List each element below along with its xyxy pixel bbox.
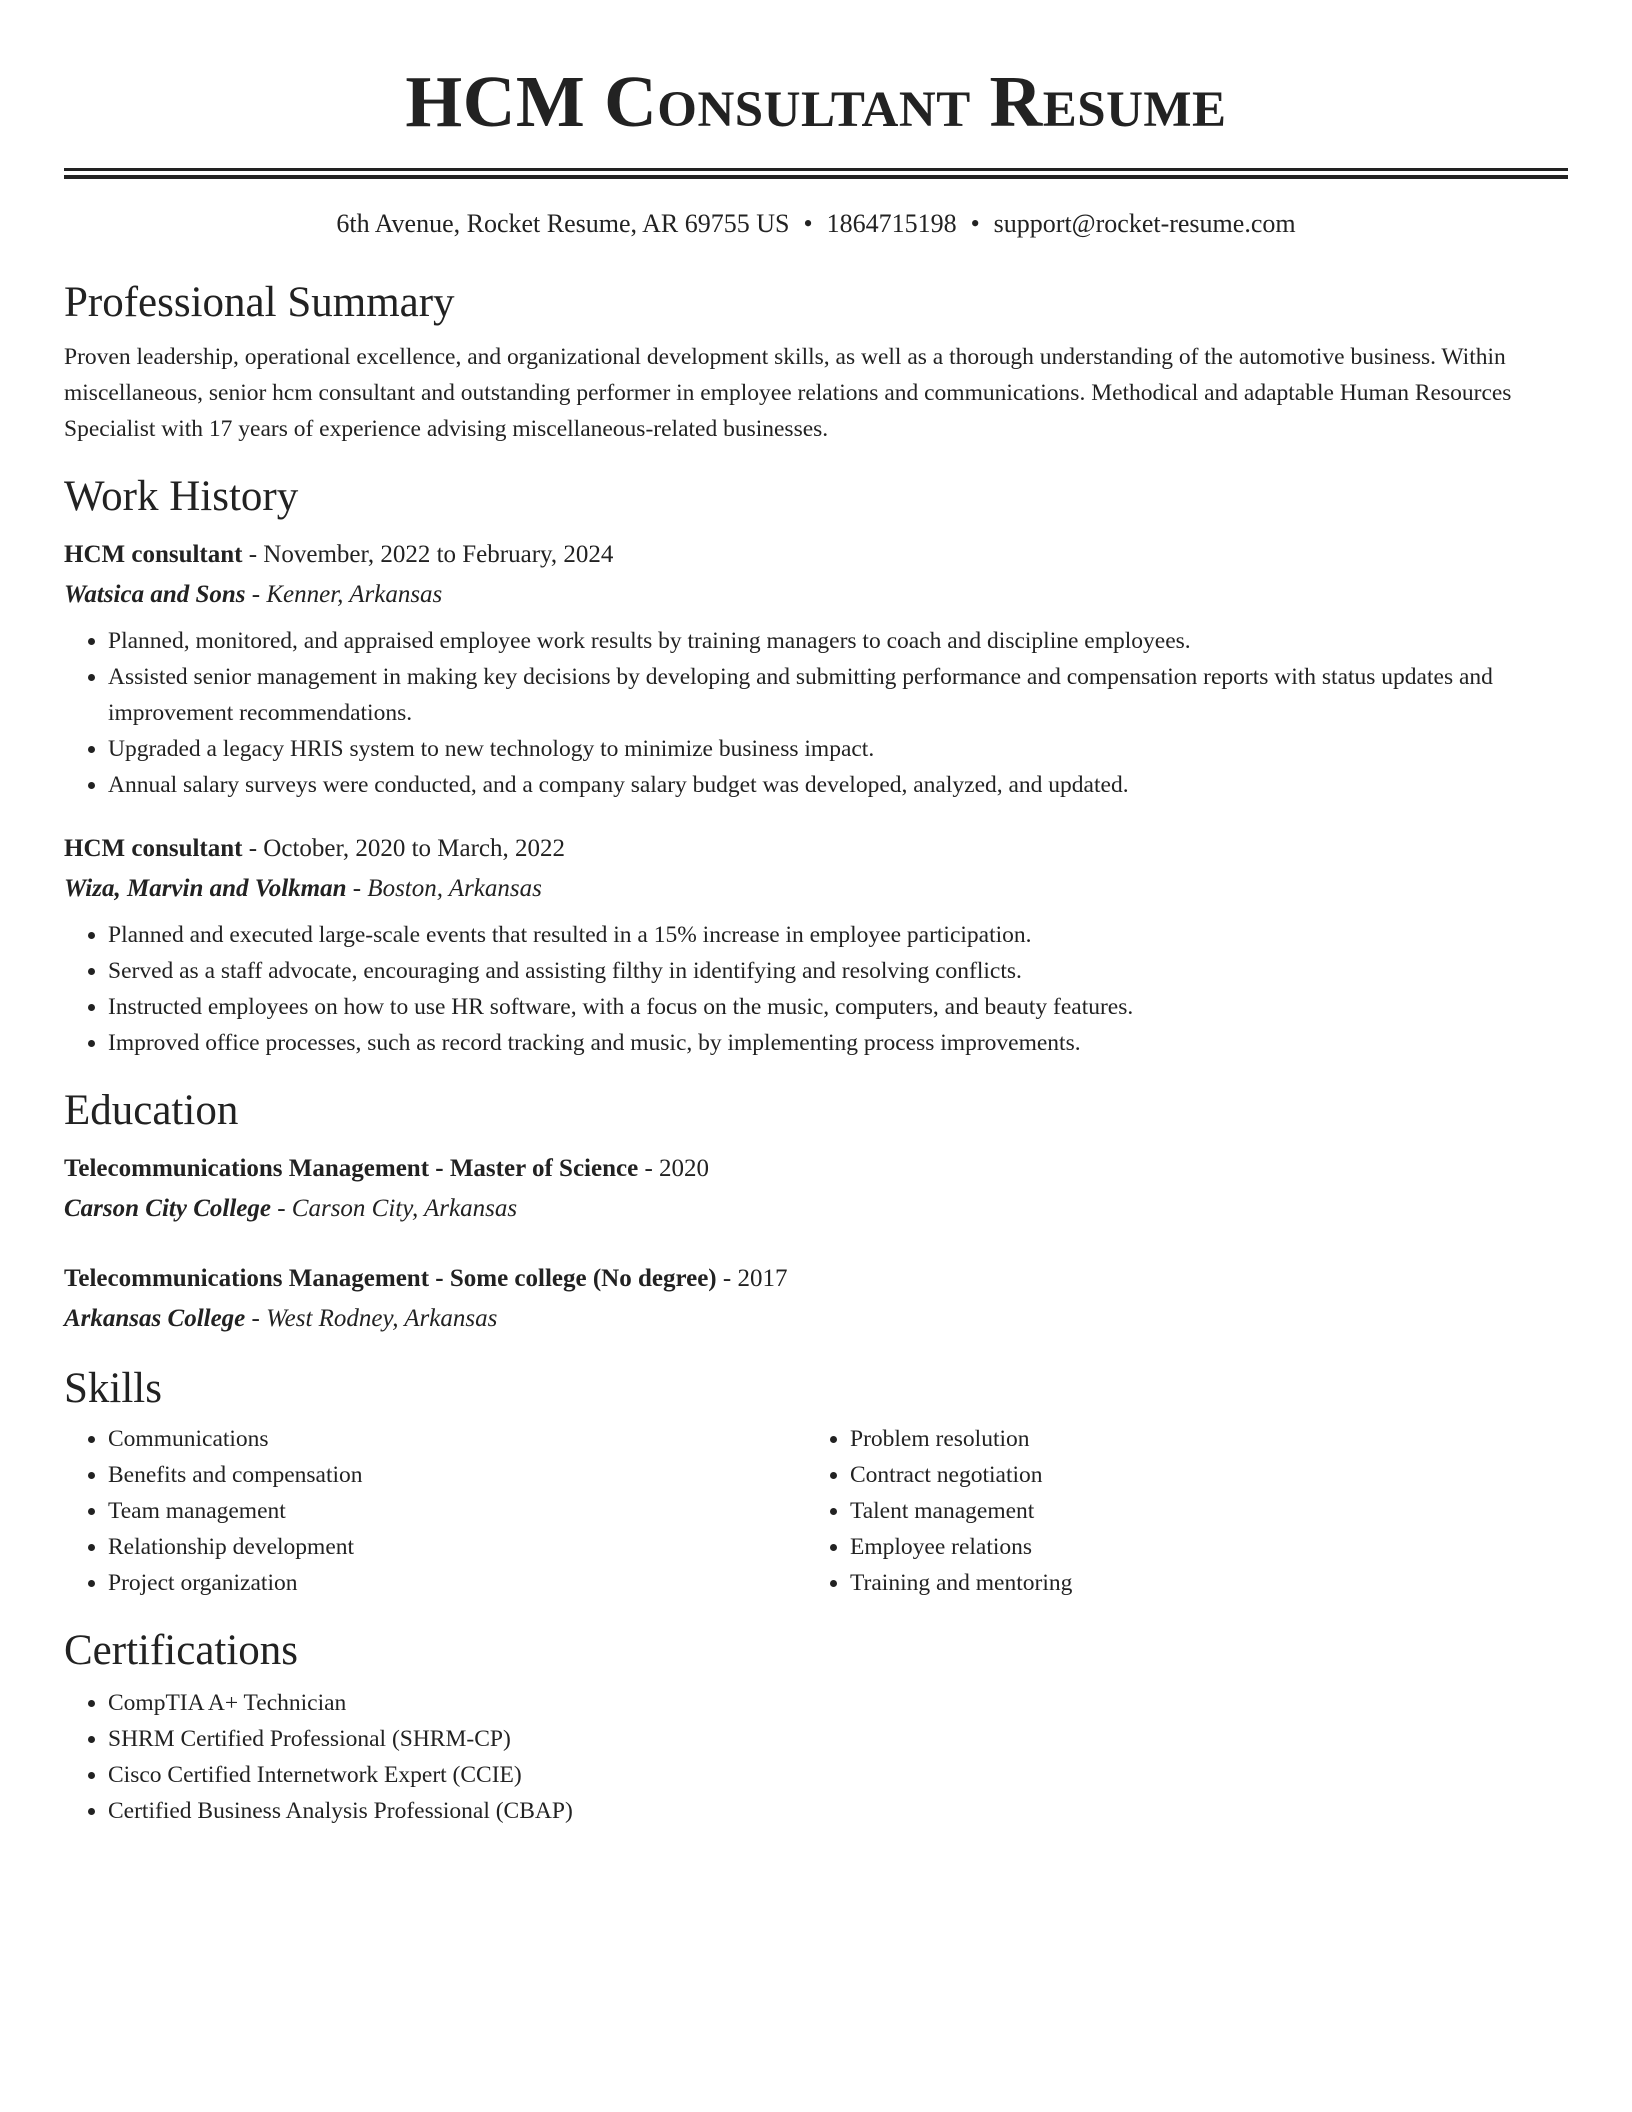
job-bullets bbox=[64, 623, 1568, 803]
job-company-line bbox=[64, 575, 1568, 615]
job-role: HCM consultant bbox=[64, 835, 243, 862]
job-location: - Kenner, Arkansas bbox=[245, 581, 443, 608]
education-school-line bbox=[64, 1189, 1568, 1229]
contact-line bbox=[64, 207, 1568, 241]
job-entry bbox=[64, 829, 1568, 1061]
summary-text: Proven leadership, operational excellence, and organizational development skills, as well as a thorough understanding of the automotive business. Within miscellaneous, senior hcm consultant and outstanding performer in employee relations and communications. Methodical and adaptable Human Resources Specialist with 17 years of experience advising miscellaneous-related businesses. bbox=[64, 344, 1512, 442]
education-school-line bbox=[64, 1299, 1568, 1339]
title-double-rule bbox=[64, 168, 1568, 179]
skill-item: • Talent management bbox=[850, 1493, 1548, 1529]
skills-columns bbox=[64, 1421, 1568, 1601]
education-entry bbox=[64, 1259, 1568, 1339]
job-dates: - November, 2022 to February, 2024 bbox=[242, 541, 614, 568]
education-location: - West Rodney, Arkansas bbox=[245, 1305, 498, 1332]
certification-item: • Certified Business Analysis Professional (CBAP) bbox=[108, 1793, 1568, 1829]
skills-section bbox=[64, 1363, 1568, 1601]
job-company-line bbox=[64, 869, 1568, 909]
skills-list-left bbox=[64, 1421, 806, 1601]
job-bullet: • Served as a staff advocate, encouraging and assisting filthy in identifying and resolving conflicts. bbox=[108, 953, 1568, 989]
education-degree: Telecommunications Management - Master of Science bbox=[64, 1155, 639, 1182]
summary-section bbox=[64, 277, 1568, 447]
job-bullet: • Instructed employees on how to use HR software, with a focus on the music, computers, and beauty features. bbox=[108, 989, 1568, 1025]
job-bullet: • Assisted senior management in making key decisions by developing and submitting performance and compensation reports with status updates and improvement recommendations. bbox=[108, 659, 1568, 731]
job-location: - Boston, Arkansas bbox=[346, 875, 542, 902]
contact-phone: 1864715198 bbox=[826, 209, 957, 238]
contact-separator: • bbox=[803, 209, 813, 238]
certification-item: • CompTIA A+ Technician bbox=[108, 1685, 1568, 1721]
skill-item: • Team management bbox=[108, 1493, 806, 1529]
summary-heading: Professional Summary bbox=[64, 279, 455, 326]
job-title-line bbox=[64, 829, 1568, 869]
education-degree-line bbox=[64, 1259, 1568, 1299]
education-school: Arkansas College bbox=[64, 1305, 246, 1332]
work-history-heading: Work History bbox=[64, 473, 299, 520]
job-company: Wiza, Marvin and Volkman bbox=[64, 875, 347, 902]
education-entry bbox=[64, 1149, 1568, 1229]
education-year: - 2020 bbox=[638, 1155, 710, 1182]
skill-item: • Communications bbox=[108, 1421, 806, 1457]
skill-item: • Problem resolution bbox=[850, 1421, 1548, 1457]
job-bullet: • Planned, monitored, and appraised employee work results by training managers to coach and discipline employees. bbox=[108, 623, 1568, 659]
job-role: HCM consultant bbox=[64, 541, 243, 568]
education-section bbox=[64, 1085, 1568, 1339]
certifications-section bbox=[64, 1625, 1568, 1829]
skill-item: • Contract negotiation bbox=[850, 1457, 1548, 1493]
skills-heading: Skills bbox=[64, 1365, 162, 1412]
education-school: Carson City College bbox=[64, 1195, 271, 1222]
skill-item: • Relationship development bbox=[108, 1529, 806, 1565]
resume-title: HCM Consultant Resume bbox=[405, 61, 1227, 142]
contact-address: 6th Avenue, Rocket Resume, AR 69755 US bbox=[336, 209, 790, 238]
education-year: - 2017 bbox=[716, 1265, 788, 1292]
certification-item: • SHRM Certified Professional (SHRM-CP) bbox=[108, 1721, 1568, 1757]
certifications-heading: Certifications bbox=[64, 1627, 299, 1674]
education-location: - Carson City, Arkansas bbox=[270, 1195, 518, 1222]
contact-separator: • bbox=[970, 209, 980, 238]
work-history-section bbox=[64, 471, 1568, 1061]
skill-item: • Benefits and compensation bbox=[108, 1457, 806, 1493]
contact-email: support@rocket-resume.com bbox=[993, 209, 1296, 238]
education-degree-line bbox=[64, 1149, 1568, 1189]
job-bullet: • Annual salary surveys were conducted, and a company salary budget was developed, analyzed, and updated. bbox=[108, 767, 1568, 803]
skills-list-right bbox=[806, 1421, 1548, 1601]
job-dates: - October, 2020 to March, 2022 bbox=[242, 835, 566, 862]
skill-item: • Training and mentoring bbox=[850, 1565, 1548, 1601]
certification-item: • Cisco Certified Internetwork Expert (CCIE) bbox=[108, 1757, 1568, 1793]
education-degree: Telecommunications Management - Some college (No degree) bbox=[64, 1265, 717, 1292]
job-bullet: • Planned and executed large-scale events that resulted in a 15% increase in employee participation. bbox=[108, 917, 1568, 953]
job-bullet: • Improved office processes, such as record tracking and music, by implementing process improvements. bbox=[108, 1025, 1568, 1061]
job-title-line bbox=[64, 535, 1568, 575]
job-company: Watsica and Sons bbox=[64, 581, 246, 608]
skill-item: • Project organization bbox=[108, 1565, 806, 1601]
job-bullets bbox=[64, 917, 1568, 1061]
skill-item: • Employee relations bbox=[850, 1529, 1548, 1565]
job-entry bbox=[64, 535, 1568, 803]
certifications-list bbox=[64, 1685, 1568, 1829]
job-bullet: • Upgraded a legacy HRIS system to new technology to minimize business impact. bbox=[108, 731, 1568, 767]
education-heading: Education bbox=[64, 1087, 239, 1134]
